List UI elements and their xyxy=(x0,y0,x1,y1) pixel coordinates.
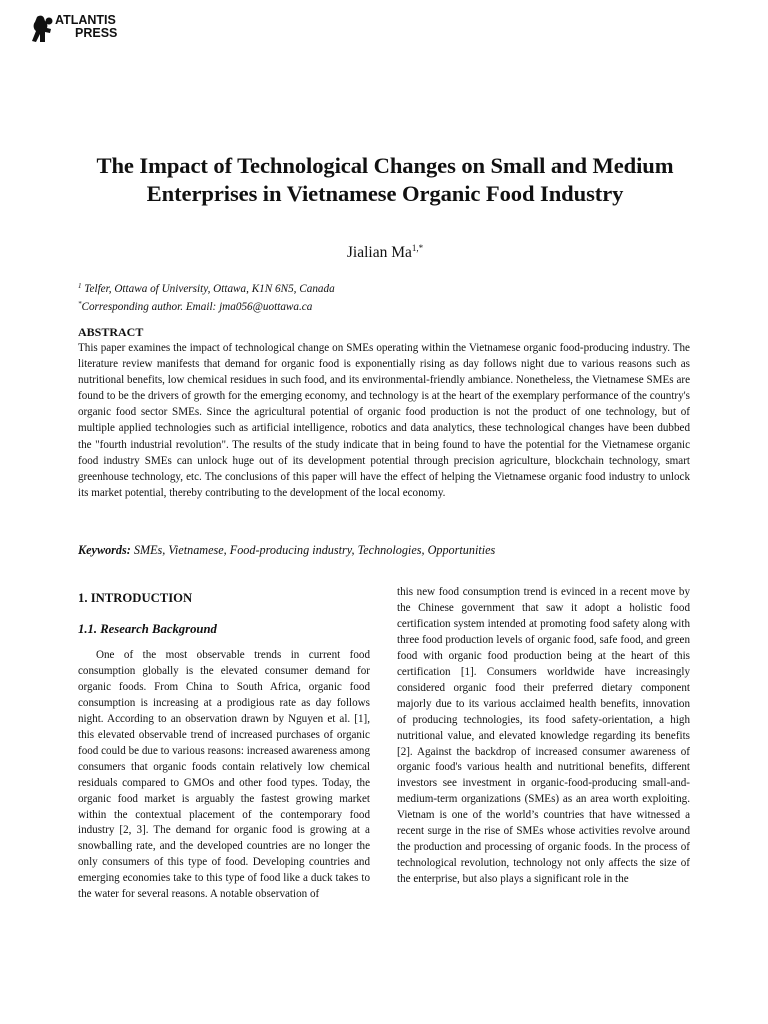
abstract-heading: ABSTRACT xyxy=(78,325,144,339)
publisher-logo xyxy=(30,14,117,43)
subsection-heading: 1.1. Research Background xyxy=(78,622,217,636)
affiliations xyxy=(78,279,335,314)
keywords-text: SMEs, Vietnamese, Food-producing industry, Technologies, Opportunities xyxy=(130,543,496,557)
affiliation-line xyxy=(78,279,335,297)
keywords-label: Keywords: xyxy=(78,543,131,557)
affiliation-text: Telfer, Ottawa of University, Ottawa, K1N 6N5, Canada xyxy=(84,283,335,295)
corresponding-line xyxy=(78,297,335,315)
affiliation-marker: 1 xyxy=(78,282,82,290)
atlas-figure-icon xyxy=(30,15,54,43)
logo-wordmark xyxy=(55,14,117,40)
corresponding-marker: * xyxy=(78,299,82,308)
author-line xyxy=(80,243,690,262)
logo-line-2: PRESS xyxy=(75,26,118,40)
corresponding-text: Corresponding author. Email: jma056@uottawa.ca xyxy=(81,300,313,313)
logo-line-1: ATLANTIS xyxy=(55,13,116,27)
body-left-column: One of the most observable trends in current food consumption globally is the elevated consumer demand for organic foods. From China to South Africa, organic food consumption is increasing at a prodigious rate as day follows night. According to an observation drawn by Nguyen et al. [1], this elevated observable trend of increased purchases of organic food could be due to various reasons: increased awareness among consumers that organic foods contain relatively low chemical residuals compared to GMOs and other food types. Today, the organic food market is arguably the fastest growing market within the contextual placement of the contemporary food industry [2, 3]. The demand for organic food is growing at a snowballing rate, and the developed countries are no longer the only consumers of this type of food. Developing countries and emerging economies take to this type of food like a duck takes to the water for several reasons. A notable observation of xyxy=(78,649,370,901)
author-affiliation-marker: 1,* xyxy=(411,243,424,253)
author-name: Jialian Ma xyxy=(346,244,412,261)
abstract-text: This paper examines the impact of technological change on SMEs operating within the Vietnamese organic food-producing industry. The literature review manifests that demand for organic food is exponentially rising as day follows night due to various reasons such as nutritional benefits, low chemical residues in such food, and its environmental-friendly ambiance. Nonetheless, the Vietnamese SMEs are found to be the drivers of growth for the emerging economy, and technology is at the heart of the exemplary performance of the country's organic food sector SMEs. Since the agricultural potential of organic food production is not the product of one technology, but of multiple applied technologies such as artificial intelligence, robotics and data analytics, these technological changes have been dubbed the "fourth industrial revolution". The results of the study indicate that in being found to have the potential for the Vietnamese organic food industry SMEs can unlock huge out of its development potential through precision agriculture, blockchain technology, smart greenhouse technology, etc. The conclusions of this paper will have the effect of helping the Vietnamese organic food industry to unlock its market potential, thereby contributing to the development of the local economy. xyxy=(78,342,690,499)
body-right-column: this new food consumption trend is evinced in a recent move by the Chinese government that saw it adopt a holistic food certification system intended at promoting food safety along with three food production levels of organic food, safe food, and green food with organic food production being at the heart of this certification [1]. Consumers worldwide have increasingly considered organic food their preferred dietary component majorly due to its various acclaimed health benefits, innovation of producing technologies, its food safety-orientation, a high nutritional value, and elevated knowledge regarding its benefits [2]. Against the backdrop of increased consumer awareness of organic food's various health and nutritional benefits, different investors see investment in organic-food-producing small-and-medium-term organizations (SMEs) as an area worth exploiting. Vietnam is one of the world’s countries that have witnessed a recent surge in the rise of SMEs whose activities revolve around the production and processing of organic foods. In the process of technological revolution, technology not only affects the size of the enterprise, but also plays a significant role in the xyxy=(397,586,690,886)
paper-title: The Impact of Technological Changes on Small and Medium Enterprises in Vietnamese Organic Food Industry xyxy=(96,153,674,206)
keywords-line xyxy=(78,543,495,558)
section-heading: 1. INTRODUCTION xyxy=(78,591,193,605)
